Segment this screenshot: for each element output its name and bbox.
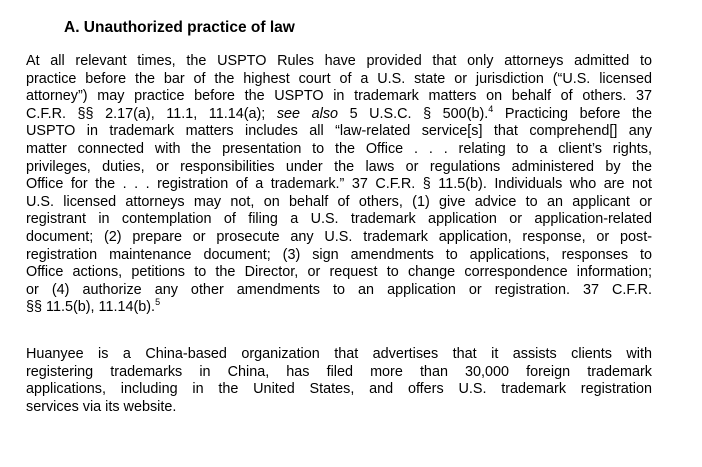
text-line: Office actions, petitions to the Director, or request to change correspondence information; [26, 264, 652, 281]
text-line: U.S. licensed attorneys may not, on behalf of others, (1) give advice to an applicant or [26, 193, 652, 210]
text-line: services via its website. [26, 398, 177, 415]
section-heading: A. Unauthorized practice of law [64, 19, 295, 36]
text-line: registration maintenance document; (3) sign amendments to applications, responses to [26, 246, 652, 263]
text-line: At all relevant times, the USPTO Rules have provided that only attorneys admitted to [26, 53, 652, 69]
text-segment: Practicing before the [493, 105, 652, 122]
text-line: Office for the . . . registration of a trademark.” 37 C.F.R. § 11.5(b). Individuals who are not [26, 176, 652, 193]
text-line: privileges, duties, or responsibilities under the laws or regulations administered by the [26, 158, 652, 175]
citation-signal: see also [276, 105, 339, 122]
text-line: USPTO in trademark matters includes all “law-related service[s] that comprehend[] any [26, 123, 652, 140]
text-line: applications, including in the United States, and offers U.S. trademark registration [26, 381, 652, 398]
text-line: or (4) authorize any other amendments to an application or registration. 37 C.F.R. [26, 281, 652, 298]
text-line: Huanyee is a China-based organization that advertises that it assists clients with [26, 346, 652, 362]
text-segment: C.F.R. §§ 2.17(a), 11.1, 11.14(a); [26, 105, 277, 122]
footnote-ref-4[interactable]: 4 [488, 103, 494, 114]
text-line [26, 103, 652, 124]
text-line: practice before the bar of the highest court of a U.S. state or jurisdiction (“U.S. licensed [26, 70, 652, 87]
text-segment: §§ 11.5(b), 11.14(b). [26, 299, 156, 316]
text-line: attorney”) may practice before the USPTO in trademark matters on behalf of others. 37 [26, 88, 652, 105]
text-segment: 5 U.S.C. § 500(b). [338, 105, 489, 122]
paragraph-unauthorized-practice [26, 53, 652, 317]
footnote-ref-5[interactable]: 5 [155, 297, 161, 308]
paragraph-huanyee [26, 346, 652, 416]
text-line: registrant in contemplation of filing a U.S. trademark application or application-related [26, 211, 652, 228]
text-line: registering trademarks in China, has filed more than 30,000 foreign trademark [26, 363, 652, 380]
text-line: matter connected with the presentation to the Office . . . relating to a client’s rights, [26, 140, 652, 157]
text-line [26, 299, 652, 317]
text-line: document; (2) prepare or prosecute any U.S. trademark application, response, or post- [26, 228, 652, 245]
